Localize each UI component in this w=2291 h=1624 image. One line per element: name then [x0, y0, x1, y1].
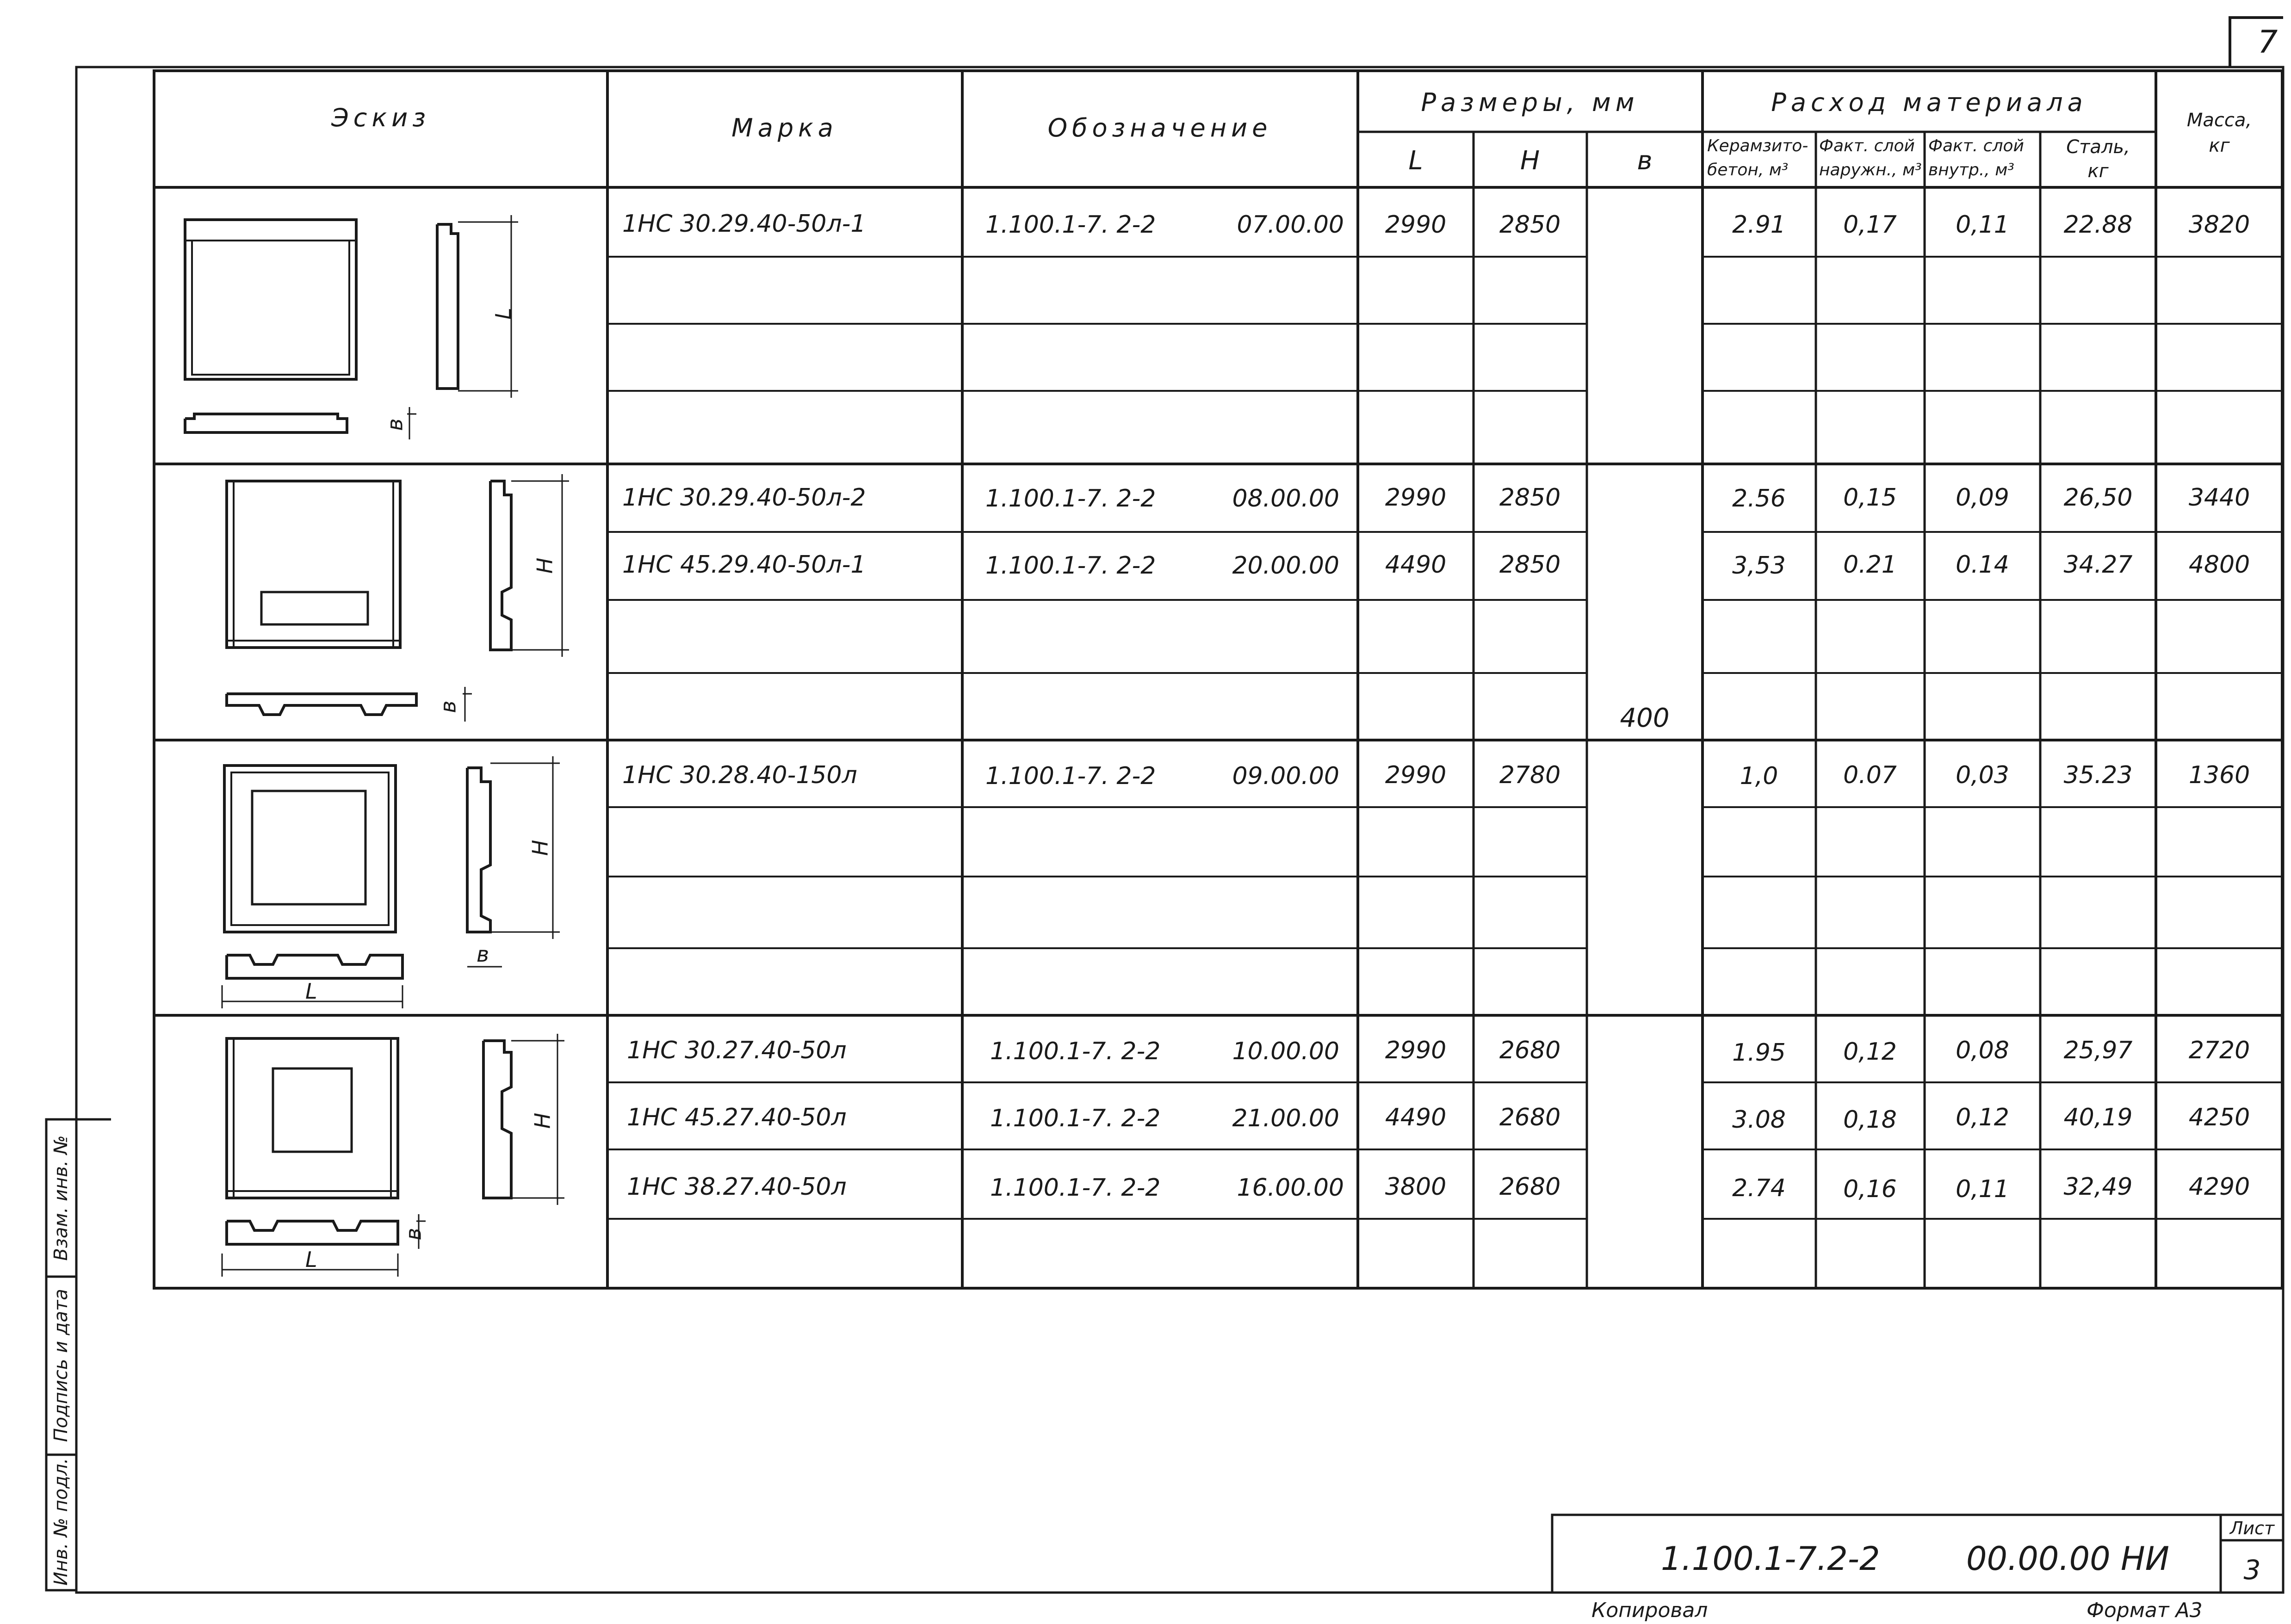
sketch3-label-H: H [527, 840, 553, 856]
row-L: 3800 [1385, 1173, 1447, 1201]
row-mass: 1360 [2188, 761, 2250, 789]
row-doc: 1.100.1-7. 2-2 [990, 1174, 1161, 1202]
row-inner: 0,12 [1956, 1104, 2009, 1131]
row-steel: 25,97 [2063, 1037, 2133, 1064]
row-mass: 4800 [2188, 551, 2250, 579]
header-material: Расход материала [1771, 88, 2087, 117]
row-code: 10.00.00 [1232, 1037, 1339, 1065]
row-code: 09.00.00 [1232, 762, 1339, 790]
sketch1-label-L: L [490, 308, 516, 320]
header-mass-1: Масса, [2186, 110, 2252, 131]
header-mass-2: кг [2209, 135, 2230, 156]
sketch2-label-H: H [532, 557, 557, 574]
stamp-signature: Подпись и дата [50, 1289, 72, 1442]
row-outer: 0.21 [1843, 551, 1897, 579]
row-concrete: 1,0 [1740, 762, 1778, 790]
row-code: 20.00.00 [1232, 552, 1339, 580]
row-doc: 1.100.1-7. 2-2 [985, 211, 1156, 239]
row-steel: 26,50 [2063, 484, 2133, 512]
row-steel: 35.23 [2063, 761, 2133, 789]
row-H: 2850 [1499, 484, 1561, 512]
row-outer: 0.07 [1843, 761, 1897, 789]
sketch1-label-b: в [382, 418, 408, 431]
row-steel: 22.88 [2063, 211, 2133, 239]
header-inner-1: Факт. слой [1928, 136, 2024, 155]
sketch-3 [222, 756, 560, 1008]
row-H: 2780 [1499, 761, 1561, 789]
row-H: 2680 [1499, 1037, 1561, 1064]
row-mark: 1НС 45.29.40-50л-1 [622, 551, 866, 579]
row-outer: 0,17 [1843, 211, 1897, 239]
row-mass: 4290 [2188, 1173, 2250, 1201]
row-L: 4490 [1385, 551, 1447, 579]
format-label: Формат А3 [2087, 1599, 2203, 1622]
header-inner-2: внутр., м³ [1928, 161, 2014, 179]
stamp-inv-no: Инв. № подл. [50, 1458, 72, 1586]
row-inner: 0,11 [1956, 1175, 2009, 1203]
row-code: 08.00.00 [1232, 485, 1339, 513]
sketch3-label-L: L [305, 979, 317, 1004]
row-mass: 2720 [2188, 1037, 2250, 1064]
row-L: 4490 [1385, 1104, 1447, 1131]
row-doc: 1.100.1-7. 2-2 [985, 552, 1156, 580]
sketch4-label-L: L [305, 1247, 317, 1272]
title-code: 00.00.00 НИ [1966, 1540, 2169, 1578]
row-doc: 1.100.1-7. 2-2 [985, 485, 1156, 513]
row-mark: 1НС 30.27.40-50л [627, 1037, 847, 1064]
row-L: 2990 [1385, 211, 1447, 239]
header-dim-H: H [1520, 146, 1540, 176]
row-concrete: 3.08 [1732, 1106, 1786, 1134]
row-H: 2680 [1499, 1104, 1561, 1131]
row-concrete: 2.56 [1732, 485, 1786, 513]
row-concrete: 1.95 [1732, 1039, 1786, 1067]
stamp-vzam: Взам. инв. № [50, 1135, 72, 1261]
row-inner: 0,09 [1956, 484, 2009, 512]
sketch-4 [222, 1034, 564, 1277]
row-L: 2990 [1385, 484, 1447, 512]
row-steel: 34.27 [2063, 551, 2133, 579]
row-inner: 0.14 [1956, 551, 2009, 579]
header-mark: Марка [731, 113, 838, 142]
row-steel: 40,19 [2063, 1104, 2133, 1131]
row-doc: 1.100.1-7. 2-2 [990, 1037, 1161, 1065]
sketch3-label-b: в [477, 942, 489, 967]
row-mark: 1НС 30.28.40-150л [622, 761, 857, 789]
row-concrete: 3,53 [1732, 552, 1786, 580]
row-H: 2680 [1499, 1173, 1561, 1201]
header-dim-b: в [1637, 146, 1653, 176]
row-mark: 1НС 30.29.40-50л-2 [622, 484, 866, 512]
row-outer: 0,12 [1843, 1038, 1897, 1066]
row-code: 07.00.00 [1237, 211, 1344, 239]
sketch4-label-b: в [401, 1228, 426, 1241]
sheet-number: 3 [2243, 1554, 2261, 1586]
header-steel-2: кг [2087, 161, 2109, 182]
row-inner: 0,11 [1956, 211, 2009, 239]
header-dimensions: Размеры, мм [1421, 88, 1639, 117]
row-inner: 0,03 [1956, 761, 2009, 789]
header-designation: Обозначение [1047, 113, 1272, 142]
row-L: 2990 [1385, 761, 1447, 789]
row-mark: 1НС 38.27.40-50л [627, 1173, 847, 1201]
page-number: 7 [2258, 24, 2278, 61]
row-outer: 0,15 [1843, 484, 1897, 512]
header-concrete-2: бетон, м³ [1707, 161, 1789, 179]
row-outer: 0,16 [1843, 1175, 1897, 1203]
row-code: 16.00.00 [1237, 1174, 1344, 1202]
title-doc: 1.100.1-7.2-2 [1661, 1540, 1880, 1578]
sketch-1 [185, 215, 518, 439]
row-mark: 1НС 45.27.40-50л [627, 1104, 847, 1131]
header-steel-1: Сталь, [2066, 136, 2130, 158]
row-mass: 3440 [2188, 484, 2250, 512]
row-inner: 0,08 [1956, 1037, 2009, 1064]
row-mark: 1НС 30.29.40-50л-1 [622, 210, 866, 238]
header-dim-L: L [1408, 146, 1423, 176]
row-mass: 4250 [2188, 1104, 2250, 1131]
row-steel: 32,49 [2063, 1173, 2133, 1201]
row-code: 21.00.00 [1232, 1105, 1339, 1132]
header-concrete-1: Керамзито- [1707, 136, 1808, 155]
thickness-value: 400 [1620, 703, 1670, 733]
sketch2-label-b: в [435, 700, 461, 713]
row-doc: 1.100.1-7. 2-2 [985, 762, 1156, 790]
sketch-2 [227, 474, 569, 722]
sketch4-label-H: H [530, 1112, 555, 1129]
outer-frame [76, 67, 2283, 1593]
row-mass: 3820 [2188, 211, 2250, 239]
row-concrete: 2.74 [1732, 1174, 1786, 1202]
header-outer-2: наружн., м³ [1819, 161, 1922, 179]
row-H: 2850 [1499, 551, 1561, 579]
header-outer-1: Факт. слой [1819, 136, 1915, 155]
header-sketch: Эскиз [331, 103, 430, 132]
sheet-label: Лист [2229, 1518, 2275, 1538]
row-doc: 1.100.1-7. 2-2 [990, 1105, 1161, 1132]
copied-by: Копировал [1591, 1599, 1708, 1622]
row-L: 2990 [1385, 1037, 1447, 1064]
row-H: 2850 [1499, 211, 1561, 239]
row-concrete: 2.91 [1732, 211, 1786, 239]
row-outer: 0,18 [1843, 1106, 1897, 1134]
